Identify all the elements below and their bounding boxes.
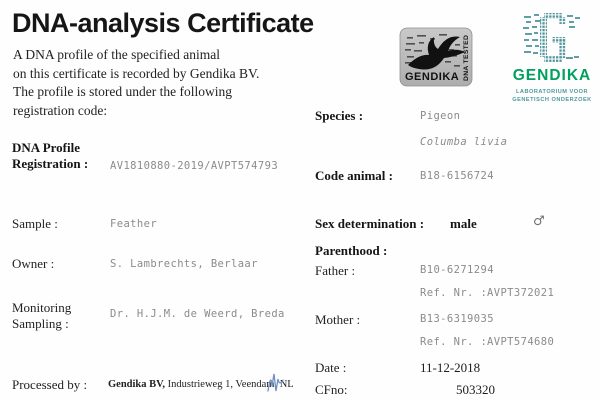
brand-name: GENDIKA — [512, 67, 592, 84]
monitoring-label-line1: Monitoring — [12, 300, 72, 315]
mother-ref-label: Ref. Nr. : — [420, 336, 488, 348]
species-value-latin: Columba livia — [420, 136, 508, 148]
owner-value: S. Lambrechts, Berlaar — [110, 258, 258, 270]
sex-determination-label: Sex determination : — [315, 216, 425, 231]
intro-line: registration code: — [13, 102, 108, 118]
gendika-brand-logo — [508, 12, 596, 104]
father-value: B10-6271294 — [420, 264, 494, 276]
brand-subtitle-line: LABORATORIUM VOOR — [516, 89, 588, 95]
mother-value: B13-6319035 — [420, 313, 494, 325]
registration-value: AV1810880-2019/AVPT574793 — [110, 160, 279, 172]
father-ref-value: AVPT372021 — [487, 287, 555, 299]
parenthood-label: Parenthood : — [315, 243, 388, 258]
sex-determination-value: male — [450, 216, 477, 231]
sample-label: Sample : — [12, 216, 58, 231]
male-symbol-icon: ♂ — [533, 214, 545, 229]
code-animal-value: B18-6156724 — [420, 170, 494, 182]
intro-line: A DNA profile of the specified animal — [13, 47, 220, 62]
brand-subtitle-line: GENETISCH ONDERZOEK — [512, 96, 592, 103]
code-animal-label: Code animal : — [315, 168, 393, 183]
registration-label-line1: DNA Profile — [12, 140, 80, 155]
species-value-common: Pigeon — [420, 110, 461, 122]
pen-mark-icon — [265, 371, 287, 397]
monitoring-label-line2: Sampling : — [12, 316, 69, 331]
father-ref-label: Ref. Nr. : — [420, 287, 488, 299]
cfno-label: CFno: — [315, 382, 348, 397]
monitoring-value: Dr. H.J.M. de Weerd, Breda — [110, 308, 285, 320]
date-value: 11-12-2018 — [420, 360, 481, 375]
pixel-g-icon — [522, 12, 582, 64]
svg-text:GENDIKA: GENDIKA — [405, 71, 460, 83]
species-label: Species : — [315, 108, 364, 123]
gendika-dna-tested-badge — [399, 27, 473, 92]
processed-by-address: Industrieweg 1, Veendam, NL — [165, 379, 294, 390]
dna-tested-badge-icon — [399, 27, 473, 87]
intro-line: on this certificate is recorded by Gendika BV. — [13, 65, 260, 81]
registration-label-line2: Registration : — [12, 156, 89, 171]
processed-by-company: Gendika BV, — [108, 379, 165, 390]
cfno-value: 503320 — [456, 382, 495, 397]
intro-paragraph — [13, 46, 259, 120]
processed-by-label: Processed by : — [12, 377, 88, 392]
mother-ref-value: AVPT574680 — [487, 336, 555, 348]
mother-label: Mother : — [315, 312, 361, 327]
page-title: DNA-analysis Certificate — [12, 8, 314, 38]
date-label: Date : — [315, 360, 347, 375]
intro-line: The profile is stored under the following — [13, 84, 232, 99]
svg-text:DNA TESTED: DNA TESTED — [463, 34, 470, 81]
owner-label: Owner : — [12, 256, 55, 271]
father-label: Father : — [315, 263, 356, 278]
sample-value: Feather — [110, 218, 158, 230]
